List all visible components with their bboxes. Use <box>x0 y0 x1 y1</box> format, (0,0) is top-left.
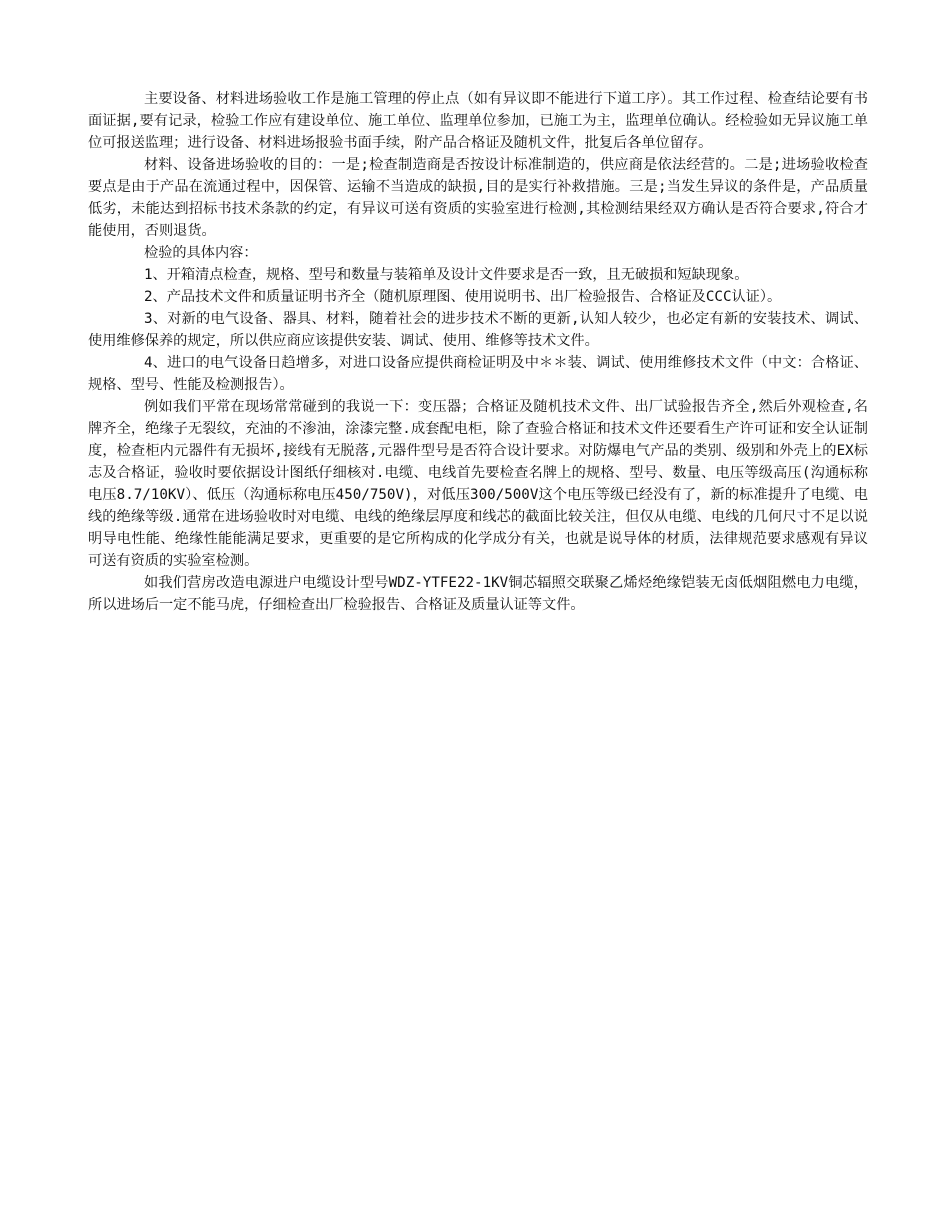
paragraph-cable-example: 如我们营房改造电源进户电缆设计型号WDZ-YTFE22-1KV铜芯辐照交联聚乙烯烃绝缘铠装无卤低烟阻燃电力电缆，所以进场后一定不能马虎，仔细检查出厂检验报告、合格证及质量认证等文件。 <box>88 575 868 613</box>
list-item-2: 2、产品技术文件和质量证明书齐全（随机原理图、使用说明书、出厂检验报告、合格证及CCC认证）。 <box>144 289 782 305</box>
list-item-1: 1、开箱清点检查，规格、型号和数量与装箱单及设计文件要求是否一致，且无破损和短缺现象。 <box>144 267 749 283</box>
list-item-4: 4、进口的电气设备日趋增多，对进口设备应提供商检证明及中＊＊装、调试、使用维修技术文件（中文：合格证、规格、型号、性能及检测报告）。 <box>88 355 868 393</box>
paragraph-example-inspection: 例如我们平常在现场常常碰到的我说一下：变压器；合格证及随机技术文件、出厂试验报告齐全,然后外观检查,名牌齐全，绝缘子无裂纹，充油的不渗油，涂漆完整.成套配电柜，除了查验合格证和技术文件还要看生产许可证和安全认证制度，检查柜内元器件有无损坏,接线有无脱落,元器件型号是否符合设计要求。对防爆电气产品的类别、级别和外壳上的EX标志及合格证，验收时要依据设计图纸仔细核对.电缆、电线首先要检查名牌上的规格、型号、数量、电压等级高压(沟通标称电压8.7/10KV）、低压（沟通标称电压450/750V)，对低压300/500V这个电压等级已经没有了，新的标准提升了电缆、电线的绝缘等级.通常在进场验收时对电缆、电线的绝缘层厚度和线芯的截面比较关注，但仅从电缆、电线的几何尺寸不足以说明导电性能、绝缘性能能满足要求，更重要的是它所构成的化学成分有关，也就是说导体的材质，法律规范要求感观有异议可送有资质的实验室检测。 <box>88 399 868 569</box>
paragraph-acceptance-purpose: 材料、设备进场验收的目的：一是;检查制造商是否按设计标准制造的，供应商是依法经营的。二是;进场验收检查要点是由于产品在流通过程中，因保管、运输不当造成的缺损,目的是实行补救措施。三是;当发生异议的条件是，产品质量低劣，未能达到招标书技术条款的约定，有异议可送有资质的实验室进行检测,其检测结果经双方确认是否符合要求,符合才能使用，否则退货。 <box>88 157 868 239</box>
paragraph-acceptance-stop-point: 主要设备、材料进场验收工作是施工管理的停止点（如有异议即不能进行下道工序）。其工作过程、检查结论要有书面证据,要有记录，检验工作应有建设单位、施工单位、监理单位参加，已施工为主，监理单位确认。经检验如无异议施工单位可报送监理；进行设备、材料进场报验书面手续，附产品合格证及随机文件，批复后各单位留存。 <box>88 91 868 151</box>
document-body <box>88 88 868 616</box>
list-item-3: 3、对新的电气设备、器具、材料，随着社会的进步技术不断的更新,认知人较少，也必定有新的安装技术、调试、使用维修保养的规定，所以供应商应该提供安装、调试、使用、维修等技术文件。 <box>88 311 868 349</box>
paragraph-inspection-content-heading: 检验的具体内容： <box>144 245 258 261</box>
